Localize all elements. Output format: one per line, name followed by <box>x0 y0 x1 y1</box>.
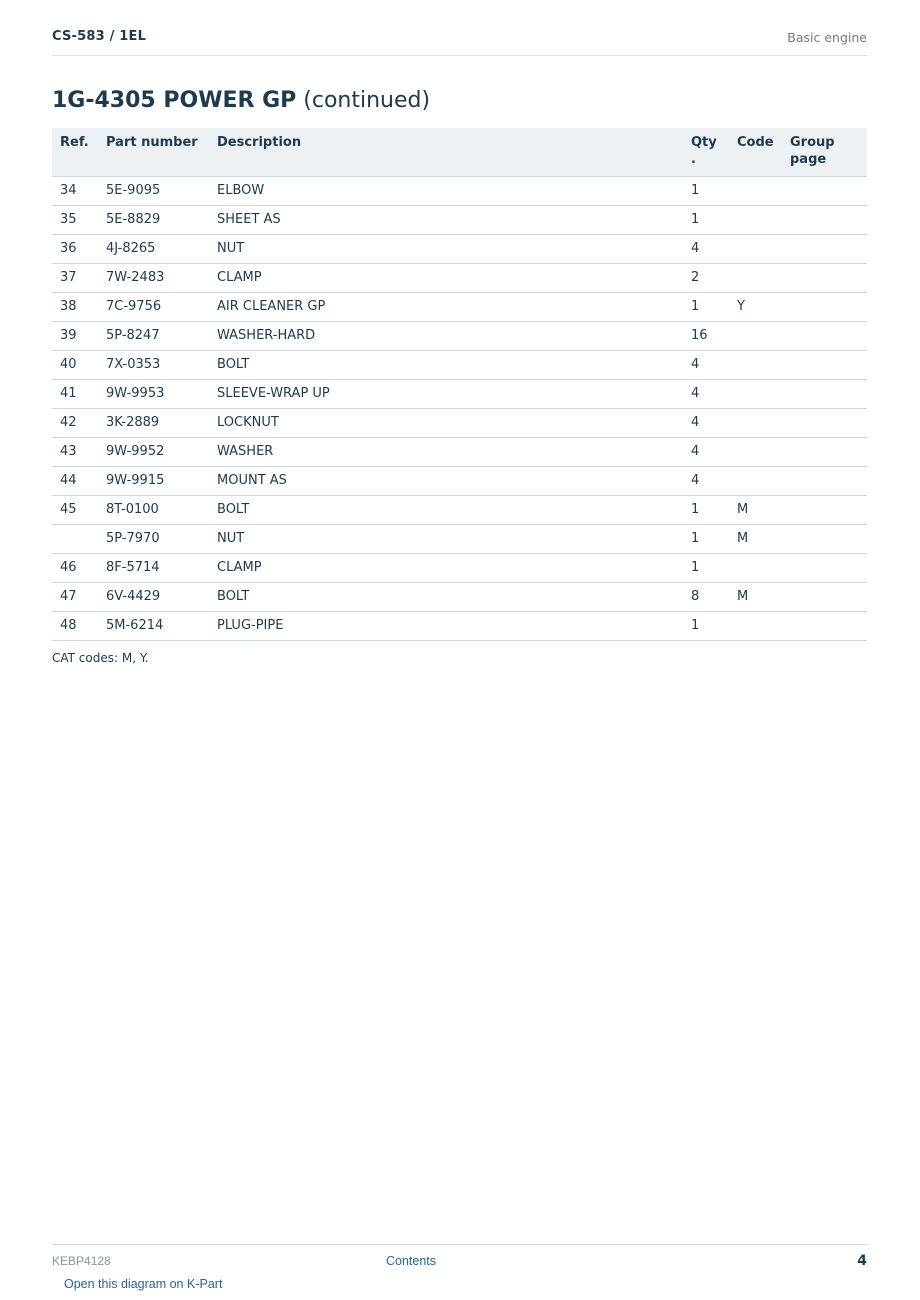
document-code: KEBP4128 <box>52 1254 111 1268</box>
page-header <box>52 22 867 56</box>
table-row <box>52 176 867 205</box>
table-row <box>52 263 867 292</box>
table-row <box>52 524 867 553</box>
cell-ref: 41 <box>52 379 98 408</box>
cell-part-number: 9W-9952 <box>98 437 209 466</box>
cat-codes-note: CAT codes: M, Y. <box>52 651 149 665</box>
cell-description: BOLT <box>209 495 683 524</box>
cell-code: M <box>729 495 782 524</box>
cell-description: NUT <box>209 234 683 263</box>
cell-group-page <box>782 234 867 263</box>
table-header-row <box>52 128 867 176</box>
table-row <box>52 582 867 611</box>
cell-group-page <box>782 263 867 292</box>
table-row <box>52 437 867 466</box>
cell-group-page <box>782 350 867 379</box>
cell-ref: 48 <box>52 611 98 640</box>
parts-table <box>52 128 867 641</box>
group-title-suffix: (continued) <box>303 88 431 113</box>
cell-qty: 8 <box>683 582 729 611</box>
cell-ref: 36 <box>52 234 98 263</box>
cell-ref: 39 <box>52 321 98 350</box>
open-diagram-link[interactable]: Open this diagram on K-Part <box>64 1277 223 1291</box>
cell-description: CLAMP <box>209 263 683 292</box>
cell-ref: 45 <box>52 495 98 524</box>
cell-qty: 1 <box>683 524 729 553</box>
cell-qty: 2 <box>683 263 729 292</box>
table-row <box>52 611 867 640</box>
cell-part-number: 9W-9953 <box>98 379 209 408</box>
cell-group-page <box>782 321 867 350</box>
table-row <box>52 553 867 582</box>
cell-group-page <box>782 379 867 408</box>
table-row <box>52 495 867 524</box>
cell-ref: 34 <box>52 176 98 205</box>
cell-group-page <box>782 495 867 524</box>
page-footer <box>52 1244 867 1295</box>
cell-description: AIR CLEANER GP <box>209 292 683 321</box>
cell-description: PLUG-PIPE <box>209 611 683 640</box>
table-row <box>52 379 867 408</box>
table-row <box>52 466 867 495</box>
cell-code <box>729 379 782 408</box>
cell-group-page <box>782 408 867 437</box>
cell-description: MOUNT AS <box>209 466 683 495</box>
cell-ref <box>52 524 98 553</box>
cell-qty: 1 <box>683 611 729 640</box>
cell-part-number: 8T-0100 <box>98 495 209 524</box>
cell-group-page <box>782 205 867 234</box>
cell-code: Y <box>729 292 782 321</box>
group-code: 1G-4305 POWER GP <box>52 88 297 113</box>
column-header-group-page: Group page <box>782 128 867 176</box>
cell-description: NUT <box>209 524 683 553</box>
cell-code <box>729 350 782 379</box>
cell-code <box>729 176 782 205</box>
table-row <box>52 321 867 350</box>
cell-part-number: 5P-8247 <box>98 321 209 350</box>
table-body <box>52 176 867 640</box>
column-header-qty: Qty . <box>683 128 729 176</box>
cell-ref: 46 <box>52 553 98 582</box>
cell-code <box>729 437 782 466</box>
contents-link[interactable]: Contents <box>386 1254 437 1268</box>
cell-group-page <box>782 582 867 611</box>
cell-qty: 4 <box>683 466 729 495</box>
table-header <box>52 128 867 176</box>
cell-code <box>729 205 782 234</box>
cell-part-number: 7X-0353 <box>98 350 209 379</box>
cell-qty: 1 <box>683 495 729 524</box>
cell-description: ELBOW <box>209 176 683 205</box>
cell-part-number: 5M-6214 <box>98 611 209 640</box>
cell-group-page <box>782 466 867 495</box>
cell-qty: 1 <box>683 205 729 234</box>
cell-group-page <box>782 292 867 321</box>
cell-group-page <box>782 437 867 466</box>
cell-ref: 38 <box>52 292 98 321</box>
cell-part-number: 5E-8829 <box>98 205 209 234</box>
cell-qty: 4 <box>683 408 729 437</box>
cell-code <box>729 321 782 350</box>
cell-code <box>729 466 782 495</box>
page-title <box>52 88 430 113</box>
cell-part-number: 3K-2889 <box>98 408 209 437</box>
cell-code <box>729 234 782 263</box>
cell-part-number: 6V-4429 <box>98 582 209 611</box>
cell-part-number: 4J-8265 <box>98 234 209 263</box>
cell-qty: 4 <box>683 234 729 263</box>
column-header-ref: Ref. <box>52 128 98 176</box>
cell-code <box>729 408 782 437</box>
table-row <box>52 408 867 437</box>
section-name: Basic engine <box>787 30 867 45</box>
page-number: 4 <box>857 1253 867 1269</box>
cell-part-number: 8F-5714 <box>98 553 209 582</box>
cell-code: M <box>729 524 782 553</box>
document-id: CS-583 / 1EL <box>52 29 147 44</box>
table-row <box>52 205 867 234</box>
cell-description: CLAMP <box>209 553 683 582</box>
cell-description: WASHER <box>209 437 683 466</box>
cell-qty: 4 <box>683 350 729 379</box>
cell-qty: 4 <box>683 379 729 408</box>
cell-qty: 1 <box>683 553 729 582</box>
cell-code <box>729 611 782 640</box>
cell-group-page <box>782 553 867 582</box>
cell-ref: 35 <box>52 205 98 234</box>
cell-ref: 37 <box>52 263 98 292</box>
cell-qty: 1 <box>683 292 729 321</box>
cell-ref: 40 <box>52 350 98 379</box>
cell-description: SHEET AS <box>209 205 683 234</box>
table-row <box>52 350 867 379</box>
cell-description: WASHER-HARD <box>209 321 683 350</box>
table-row <box>52 234 867 263</box>
cell-description: LOCKNUT <box>209 408 683 437</box>
cell-qty: 1 <box>683 176 729 205</box>
column-header-description: Description <box>209 128 683 176</box>
cell-qty: 16 <box>683 321 729 350</box>
cell-group-page <box>782 524 867 553</box>
cell-part-number: 5P-7970 <box>98 524 209 553</box>
cell-ref: 43 <box>52 437 98 466</box>
cell-part-number: 5E-9095 <box>98 176 209 205</box>
cell-qty: 4 <box>683 437 729 466</box>
cell-code <box>729 263 782 292</box>
cell-ref: 47 <box>52 582 98 611</box>
column-header-code: Code <box>729 128 782 176</box>
cell-group-page <box>782 611 867 640</box>
cell-code: M <box>729 582 782 611</box>
cell-description: BOLT <box>209 350 683 379</box>
cell-description: BOLT <box>209 582 683 611</box>
cell-code <box>729 553 782 582</box>
cell-part-number: 9W-9915 <box>98 466 209 495</box>
cell-part-number: 7C-9756 <box>98 292 209 321</box>
cell-group-page <box>782 176 867 205</box>
cell-part-number: 7W-2483 <box>98 263 209 292</box>
cell-description: SLEEVE-WRAP UP <box>209 379 683 408</box>
column-header-part-number: Part number <box>98 128 209 176</box>
cell-ref: 44 <box>52 466 98 495</box>
table-row <box>52 292 867 321</box>
cell-ref: 42 <box>52 408 98 437</box>
